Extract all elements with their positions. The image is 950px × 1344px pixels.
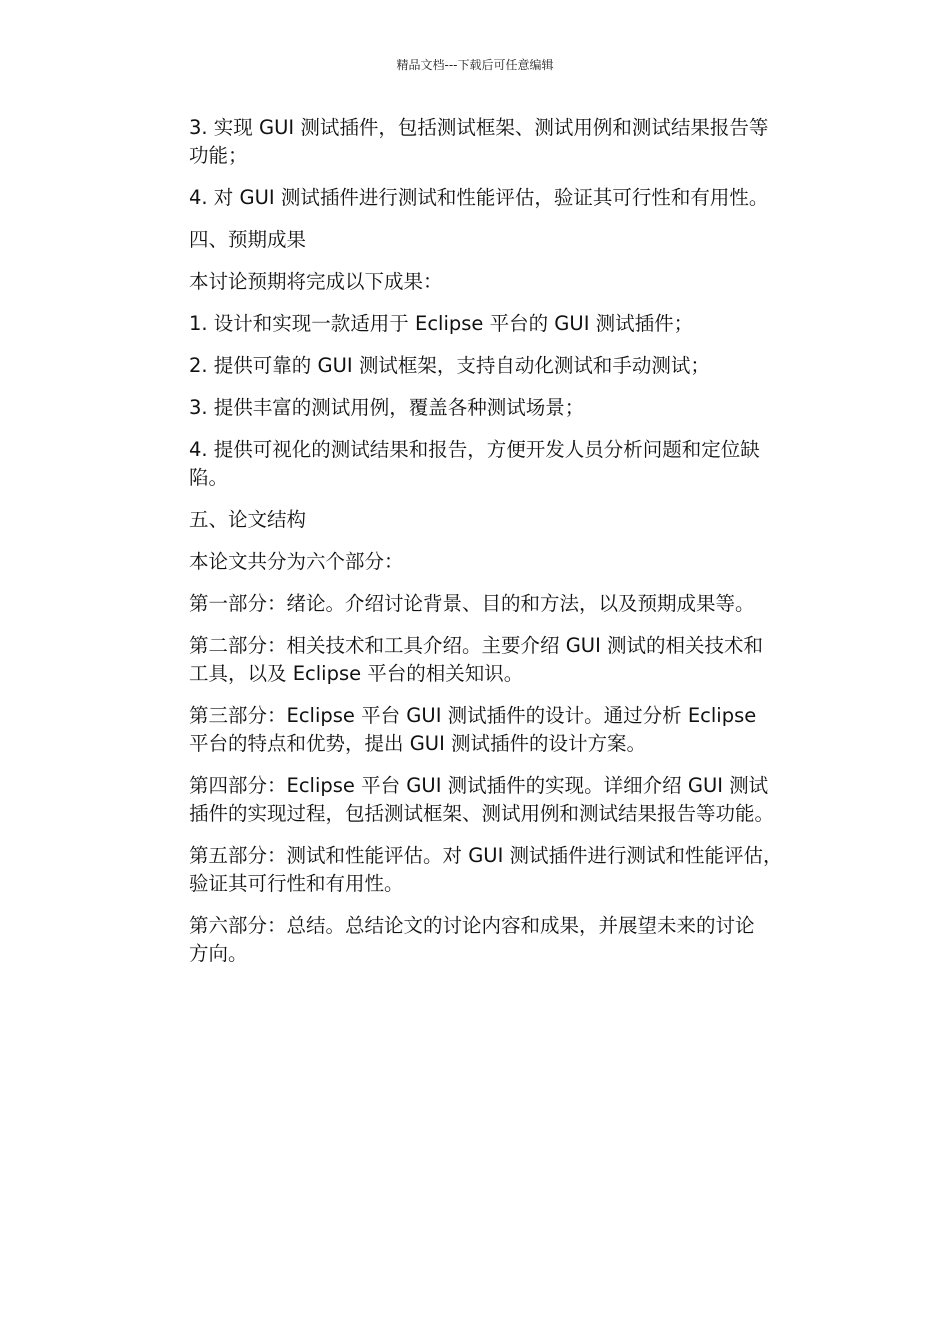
paragraph-line: 4. 提供可视化的测试结果和报告，方便开发人员分析问题和定位缺 (189, 438, 760, 461)
paragraph-11 (144, 590, 806, 618)
paragraph-7 (144, 394, 806, 422)
section-heading-4 (144, 226, 806, 254)
paragraph-line: 2. 提供可靠的 GUI 测试框架，支持自动化测试和手动测试； (189, 354, 710, 377)
page-header: 精品文档---下载后可任意编辑 (396, 58, 554, 72)
paragraph-line: 第三部分：Eclipse 平台 GUI 测试插件的设计。通过分析 Eclipse (189, 704, 757, 727)
paragraph-4 (144, 268, 806, 296)
paragraph-line: 第二部分：相关技术和工具介绍。主要介绍 GUI 测试的相关技术和 (189, 634, 764, 657)
paragraph-line: 第一部分：绪论。介绍讨论背景、目的和方法，以及预期成果等。 (189, 592, 755, 615)
paragraph-15 (144, 842, 806, 898)
paragraph-line: 第五部分：测试和性能评估。对 GUI 测试插件进行测试和性能评估， (189, 844, 783, 867)
paragraph-1 (144, 114, 806, 170)
paragraph-line: 五、论文结构 (189, 508, 307, 531)
paragraph-line: 平台的特点和优势，提出 GUI 测试插件的设计方案。 (189, 732, 647, 755)
paragraph-16 (144, 912, 806, 968)
section-heading-5 (144, 506, 806, 534)
paragraph-line: 陷。 (189, 466, 229, 489)
paragraph-6 (144, 352, 806, 380)
paragraph-12 (144, 632, 806, 688)
paragraph-line: 3. 提供丰富的测试用例，覆盖各种测试场景； (189, 396, 585, 419)
paragraph-10 (144, 548, 806, 576)
paragraph-line: 1. 设计和实现一款适用于 Eclipse 平台的 GUI 测试插件； (189, 312, 694, 335)
paragraph-8 (144, 436, 806, 492)
paragraph-line: 本论文共分为六个部分： (189, 550, 404, 573)
document-body (144, 114, 806, 982)
paragraph-line: 本讨论预期将完成以下成果： (189, 270, 443, 293)
paragraph-line: 工具，以及 Eclipse 平台的相关知识。 (189, 662, 524, 685)
paragraph-2 (144, 184, 806, 212)
paragraph-line: 第六部分：总结。总结论文的讨论内容和成果，并展望未来的讨论 (189, 914, 755, 937)
paragraph-line: 第四部分：Eclipse 平台 GUI 测试插件的实现。详细介绍 GUI 测试 (189, 774, 769, 797)
paragraph-line: 4. 对 GUI 测试插件进行测试和性能评估，验证其可行性和有用性。 (189, 186, 769, 209)
paragraph-line: 验证其可行性和有用性。 (189, 872, 404, 895)
paragraph-line: 3. 实现 GUI 测试插件，包括测试框架、测试用例和测试结果报告等 (189, 116, 769, 139)
paragraph-5 (144, 310, 806, 338)
paragraph-line: 功能； (189, 144, 248, 167)
paragraph-14 (144, 772, 806, 828)
paragraph-line: 四、预期成果 (189, 228, 307, 251)
paragraph-line: 插件的实现过程，包括测试框架、测试用例和测试结果报告等功能。 (189, 802, 775, 825)
paragraph-line: 方向。 (189, 942, 248, 965)
paragraph-13 (144, 702, 806, 758)
